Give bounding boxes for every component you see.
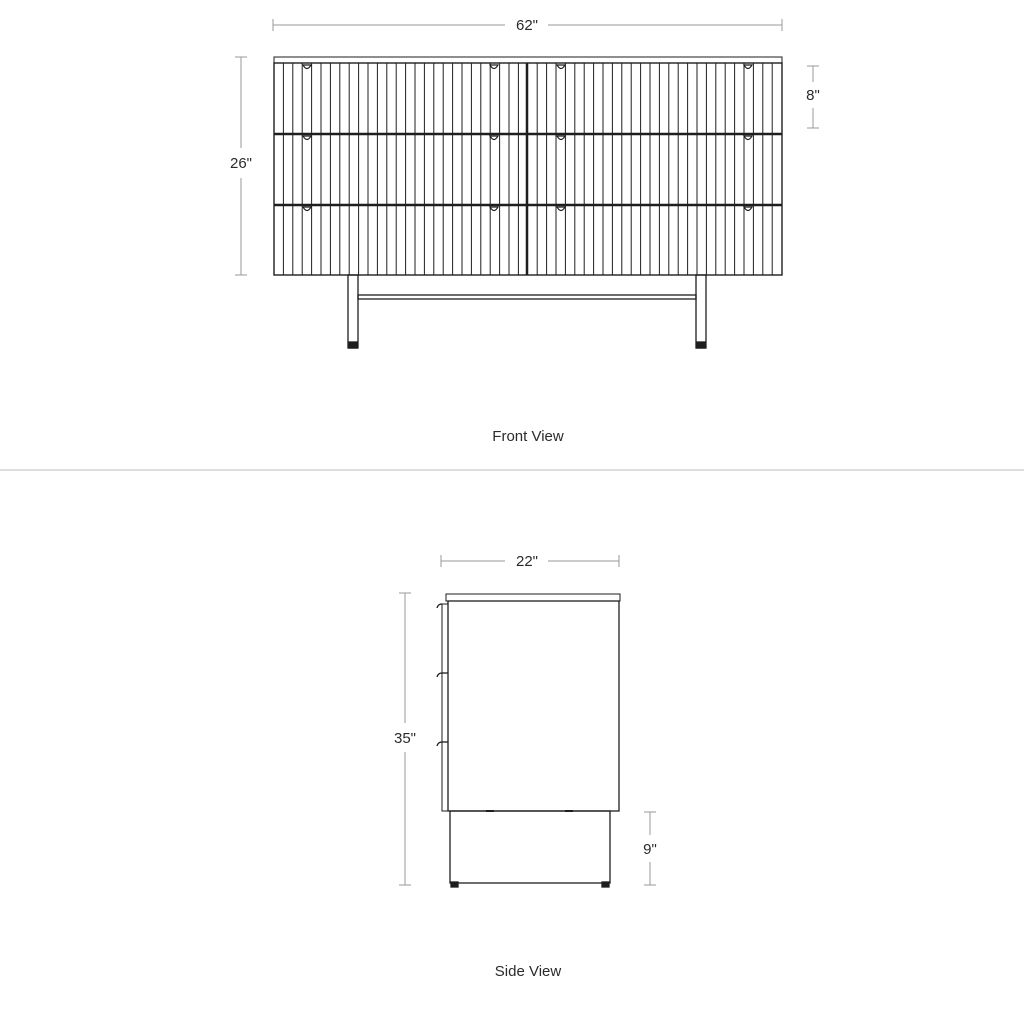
leg-height-label: 9": [643, 841, 657, 858]
leg-right: [696, 275, 706, 348]
stretcher-bar: [358, 295, 696, 299]
foot-front: [451, 882, 458, 887]
side-view-caption: Side View: [494, 963, 562, 980]
side-view: [394, 553, 657, 980]
dresser-base: [348, 275, 706, 348]
side-panel: [448, 601, 619, 811]
pull-profile: [437, 604, 442, 608]
side-top: [446, 594, 620, 601]
drawer-pull: [490, 65, 498, 69]
side-height-label: 35": [393, 730, 417, 747]
drawer-pull: [557, 136, 565, 140]
front-height-label: 26": [229, 155, 253, 172]
side-base-frame: [450, 811, 610, 883]
foot-back: [602, 882, 609, 887]
drawer-pull: [303, 65, 311, 69]
pull-profile: [437, 673, 442, 677]
drawer-pull: [490, 207, 498, 211]
drawer-pull: [303, 136, 311, 140]
dresser-front: [274, 57, 782, 275]
side-depth-label: 22": [515, 553, 539, 570]
drawer-fronts: [442, 604, 448, 811]
drawer-pull: [557, 65, 565, 69]
drawer-pull: [744, 136, 752, 140]
pull-profile: [437, 742, 442, 746]
drawer-pull: [744, 207, 752, 211]
front-width-label: 62": [515, 17, 539, 34]
dresser-side: [437, 594, 620, 887]
drawer-pull: [557, 207, 565, 211]
drawer-height-label: 8": [806, 87, 820, 104]
leg-left: [348, 275, 358, 348]
drawer-pull: [490, 136, 498, 140]
foot-right: [697, 342, 705, 348]
front-view: [230, 17, 820, 445]
front-view-caption: Front View: [492, 428, 564, 445]
drawer-pull: [303, 207, 311, 211]
foot-left: [349, 342, 357, 348]
dresser-top: [274, 57, 782, 63]
drawer-pull: [744, 65, 752, 69]
